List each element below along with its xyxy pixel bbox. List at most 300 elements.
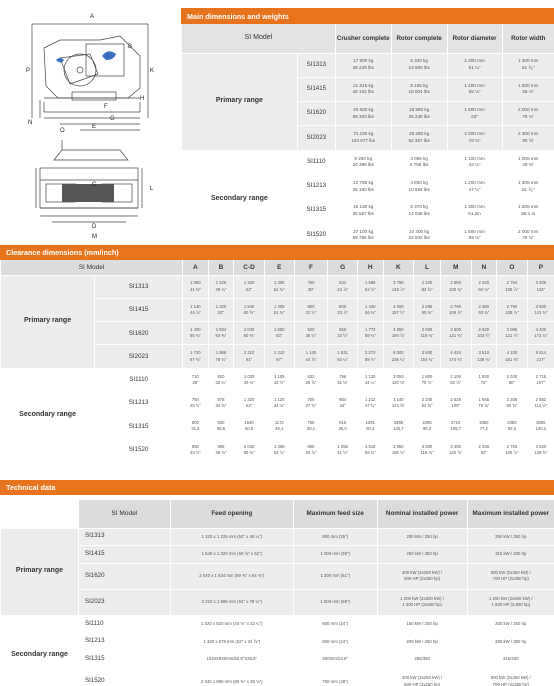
value-cell	[440, 275, 471, 298]
value-line: 90,3	[422, 426, 432, 432]
value-line: 6 370 kg	[410, 204, 428, 210]
value-cell	[502, 150, 554, 174]
value-line: 2 630	[478, 326, 490, 332]
value-line: 194 ⅞"	[391, 333, 405, 339]
value-line: 106,7	[450, 426, 461, 432]
value-cell	[497, 391, 528, 414]
value-cell	[440, 391, 471, 414]
model-cell: SI1213	[297, 174, 335, 198]
value-line: 141 ¾"	[449, 333, 463, 339]
technical-data-table	[0, 500, 554, 686]
value-line: 878	[217, 396, 225, 402]
value-line: 74 230 kg	[353, 131, 374, 137]
value-cell	[183, 438, 209, 461]
value-line: 850	[191, 443, 199, 449]
technical-header-cell: Nominal installed power	[377, 500, 467, 528]
value-line: 1 986	[215, 350, 227, 356]
value-line: 1 200 mm	[464, 179, 485, 185]
value-line: 35 236 lbs	[408, 113, 430, 119]
value-line: 60,6	[245, 426, 254, 432]
value-line: 200 kW / 250 hp	[495, 621, 527, 627]
value-line: 1 368	[274, 443, 285, 449]
main-dimensions-table	[181, 24, 554, 247]
value-cell	[391, 53, 447, 77]
value-line: 90 ⅝"	[522, 138, 535, 144]
value-cell	[471, 391, 497, 414]
value-line: 1 400	[190, 326, 201, 332]
value-line: 40 500 kg	[353, 107, 374, 113]
max-power-cell	[467, 528, 554, 546]
value-line: 139 ⅜"	[534, 449, 548, 455]
clearance-header-cell: P	[527, 260, 554, 275]
value-line: 800	[307, 303, 315, 309]
value-line: 141 ¾"	[534, 309, 548, 315]
value-line: 2295	[422, 420, 432, 426]
value-cell	[447, 102, 502, 126]
value-cell	[391, 199, 447, 223]
value-line: 4 000	[393, 303, 404, 309]
value-line: 30"	[307, 286, 315, 292]
value-line: 113 ½"	[534, 403, 548, 409]
value-line: 3 053	[393, 373, 404, 379]
value-line: 1 100 mm	[464, 155, 485, 161]
clearance-header-cell: A	[183, 260, 209, 275]
value-cell	[502, 53, 554, 77]
max-feed-size-cell: 700 mm (28")	[293, 668, 377, 686]
max-feed-size-cell: 1 300 mm (51")	[293, 563, 377, 589]
value-cell	[447, 126, 502, 150]
value-line: 9 250 kg	[354, 155, 373, 161]
model-cell: SI2023	[78, 589, 170, 615]
table-row	[1, 275, 554, 298]
value-line: 28"	[192, 379, 199, 385]
value-cell	[328, 368, 358, 391]
value-line: 36 ¼"	[305, 333, 317, 339]
value-line: 3 000	[421, 326, 433, 332]
value-line: 25 ⅞"	[305, 379, 317, 385]
value-line: 1 300 mm	[518, 179, 539, 185]
model-cell: SI1313	[297, 53, 335, 77]
model-cell: SI1313	[78, 528, 170, 546]
value-line: 2 340	[478, 280, 490, 286]
value-line: 3 510	[478, 350, 490, 356]
value-cell	[527, 415, 554, 438]
value-line: 3 780	[393, 280, 404, 286]
value-line: 155 ½"	[391, 449, 405, 455]
table-row	[1, 546, 554, 564]
value-line: 78 ¼"	[215, 356, 227, 362]
value-line: 250 kW / 350 hp	[495, 533, 527, 539]
value-cell	[264, 391, 294, 414]
value-line: 2 210	[274, 350, 285, 356]
value-cell	[527, 438, 554, 461]
value-line: 1 120	[274, 396, 285, 402]
value-cell	[294, 438, 328, 461]
value-cell	[383, 438, 414, 461]
value-line: 1 631	[337, 350, 348, 356]
value-line: 33 ½"	[189, 449, 201, 455]
value-line: 39 ⅛"	[215, 449, 227, 455]
table-row	[1, 668, 554, 686]
value-line: 710	[191, 373, 199, 379]
value-cell	[328, 391, 358, 414]
range-label: Secondary range	[182, 150, 298, 247]
clearance-header-cell: L	[414, 260, 441, 275]
clearance-header-cell: C-D	[234, 260, 265, 275]
value-line: 1 500 mm	[518, 82, 539, 88]
clearance-header-cell: N	[471, 260, 497, 275]
value-line: 48 102 lbs	[352, 89, 374, 95]
value-line: 4 424	[450, 350, 461, 356]
value-line: 160 kW / 200 hp	[406, 621, 438, 627]
value-line: 59 756 lbs	[352, 235, 374, 241]
value-line: 2 273	[365, 350, 376, 356]
value-cell	[497, 368, 528, 391]
max-power-cell	[467, 633, 554, 651]
main-header-row	[182, 24, 554, 53]
value-cell	[234, 415, 265, 438]
value-cell	[447, 150, 502, 174]
value-line: 108 ⅞"	[505, 449, 519, 455]
header-rotor-diameter: Rotor diameter	[447, 24, 502, 53]
value-line: 78 ¾"	[522, 113, 535, 119]
value-line: 62 ½"	[364, 286, 376, 292]
value-line: 33 ½"	[337, 333, 349, 339]
value-cell	[183, 298, 209, 321]
model-cell: SI1415	[95, 298, 183, 321]
value-cell	[234, 275, 265, 298]
value-line: 154 ¾"	[420, 356, 434, 362]
value-cell	[183, 275, 209, 298]
main-dimensions-title: Main dimensions and weights	[181, 8, 554, 24]
value-line: 1 020	[243, 373, 255, 379]
value-cell	[294, 298, 328, 321]
label-l: L	[150, 186, 154, 192]
nominal-power-cell	[377, 668, 467, 686]
value-line: 250 kW / 350 hp	[406, 551, 438, 557]
value-line: 173 ¼"	[534, 333, 548, 339]
value-line: 92"	[480, 449, 487, 455]
nominal-power-cell	[377, 563, 467, 589]
value-line: 31 ⅛"	[337, 379, 349, 385]
value-line: 93 ¾"	[478, 309, 490, 315]
label-m: M	[92, 234, 97, 240]
value-line: 36,6	[216, 426, 226, 432]
value-line: 2 882	[535, 396, 547, 402]
feed-opening-cell: 2 040 x 995 mm (80 ⅜" x 39 ⅛")	[170, 668, 293, 686]
value-cell	[414, 275, 441, 298]
value-line: 1 212	[365, 396, 376, 402]
value-line: 44 ⅞"	[189, 309, 201, 315]
value-line: 35 567 lbs	[352, 210, 374, 216]
value-line: 69 ¾"	[364, 333, 376, 339]
value-cell	[447, 199, 502, 223]
value-cell	[208, 345, 234, 368]
value-line: 39 249 lbs	[352, 65, 374, 71]
value-line: 1 225	[215, 280, 227, 286]
value-cell	[357, 345, 383, 368]
value-line: 148 ⅞"	[391, 286, 405, 292]
nominal-power-cell	[377, 615, 467, 633]
value-line: 133 ⅞"	[449, 449, 463, 455]
value-cell	[447, 174, 502, 198]
value-line: 89 ½"	[364, 356, 376, 362]
value-cell	[335, 77, 391, 101]
value-line: 80"	[508, 379, 515, 385]
value-line: 2 560	[450, 280, 461, 286]
technical-header-cell: Feed opening	[170, 500, 293, 528]
value-cell	[383, 298, 414, 321]
label-p: P	[26, 68, 31, 74]
value-line: 700 HP (2x350 hp)	[492, 681, 529, 686]
value-line: 3055	[536, 420, 546, 426]
value-line: 50,4	[366, 426, 375, 432]
value-line: 31 ½"	[305, 309, 317, 315]
value-cell	[234, 368, 265, 391]
model-cell: SI1315	[78, 651, 170, 669]
feed-opening-cell: 1 320 x 878 mm (52" x 34 ⅝")	[170, 633, 293, 651]
value-line: 1 140	[305, 350, 317, 356]
value-line: 51 ¼"	[468, 65, 481, 71]
value-line: 2 790	[506, 303, 518, 309]
value-line: 200 kW / 250 hp	[406, 533, 438, 539]
value-cell	[208, 275, 234, 298]
value-cell	[183, 368, 209, 391]
value-line: 3395	[393, 420, 404, 426]
value-cell	[414, 415, 441, 438]
value-line: 60 ⅝"	[243, 309, 255, 315]
model-cell: SI1315	[95, 415, 183, 438]
value-line: 1 400 mm	[464, 82, 485, 88]
value-line: 1281	[365, 420, 375, 426]
value-line: 995	[217, 443, 225, 449]
value-line: 315/430	[503, 656, 519, 662]
value-cell	[414, 438, 441, 461]
value-cell	[471, 415, 497, 438]
clearance-header-cell: H	[357, 260, 383, 275]
value-line: 3 400	[450, 443, 461, 449]
range-label: Primary range	[1, 528, 79, 615]
value-cell	[234, 438, 265, 461]
value-cell	[264, 322, 294, 345]
value-cell	[335, 174, 391, 198]
value-cell	[234, 322, 265, 345]
header-si-model: SI Model	[182, 24, 336, 53]
value-line: 133,7	[393, 426, 404, 432]
value-line: 2 336	[478, 443, 490, 449]
value-line: 14 046 lbs	[408, 210, 430, 216]
value-line: 1 772	[365, 326, 376, 332]
value-line: 1960	[479, 420, 489, 426]
value-cell	[357, 368, 383, 391]
value-cell	[335, 102, 391, 126]
technical-header-cell	[1, 500, 79, 528]
value-line: 163 677 lbs	[351, 138, 376, 144]
value-line: 2 790	[450, 303, 461, 309]
value-line: 80 ⅜"	[243, 333, 255, 339]
value-line: 70 ⅞"	[421, 379, 433, 385]
value-line: 44 ⅛"	[273, 403, 285, 409]
value-cell	[264, 275, 294, 298]
value-line: 90 ⅜"	[421, 309, 433, 315]
value-line: 92 ⅛"	[478, 286, 490, 292]
value-line: 6 340 kg	[410, 58, 428, 64]
model-cell: SI1520	[297, 223, 335, 247]
value-line: 3 600	[450, 326, 461, 332]
feed-opening-cell: 1 020 x 820 mm (40 ⅛" x 32 ¼")	[170, 615, 293, 633]
value-line: 2 763	[506, 443, 518, 449]
value-line: 3 000	[421, 443, 433, 449]
value-line: 80 ⅜"	[243, 449, 255, 455]
value-line: 1 055	[337, 443, 348, 449]
label-o: O	[60, 128, 65, 134]
header-rotor-complete: Rotor complete	[391, 24, 447, 53]
value-cell	[502, 102, 554, 126]
value-line: 2 000 mm	[464, 131, 485, 137]
value-line: 59 ⅛"	[468, 235, 481, 241]
table-row	[182, 53, 554, 77]
value-line: 1 000 mm	[518, 155, 539, 161]
value-line: 2 100	[421, 396, 433, 402]
value-line: 34 ⅝"	[215, 403, 227, 409]
value-line: 1 500 mm	[464, 228, 485, 234]
value-cell	[328, 298, 358, 321]
value-cell	[294, 368, 328, 391]
value-line: 2 040	[243, 326, 255, 332]
value-cell	[357, 298, 383, 321]
value-line: 109 ⅞"	[449, 309, 463, 315]
crusher-drawings	[0, 0, 180, 243]
value-line: 59 ⅛"	[522, 89, 535, 95]
feed-opening-cell: 1 540 x 1 320 mm (60 ⅝" x 52")	[170, 546, 293, 564]
value-line: 120 ⅛"	[391, 379, 405, 385]
nominal-power-cell	[377, 528, 467, 546]
value-cell	[502, 199, 554, 223]
value-cell	[497, 438, 528, 461]
value-cell	[391, 102, 447, 126]
label-g: G	[110, 116, 115, 122]
max-power-cell	[467, 668, 554, 686]
value-line: 400 kW (2x250 kW) /	[402, 570, 443, 576]
value-cell	[264, 368, 294, 391]
value-line: 52"	[246, 286, 253, 292]
value-cell	[527, 298, 554, 321]
clearance-header-cell: SI Model	[1, 260, 183, 275]
value-line: 40 ⅛"	[243, 379, 255, 385]
value-line: 765	[307, 420, 315, 426]
nominal-power-cell	[377, 589, 467, 615]
table-row	[1, 368, 554, 391]
label-d: D	[92, 224, 97, 230]
value-line: 1 586	[365, 280, 376, 286]
value-cell	[471, 275, 497, 298]
value-line: 2 106	[450, 373, 461, 379]
max-feed-size-cell: 600 mm (24")	[293, 615, 377, 633]
value-cell	[208, 322, 234, 345]
crusher-side-view-drawing	[0, 0, 180, 243]
value-cell	[391, 174, 447, 198]
value-cell	[414, 391, 441, 414]
value-line: 82 ⅝"	[421, 403, 433, 409]
value-cell	[440, 298, 471, 321]
clearance-header-cell: F	[294, 260, 328, 275]
value-line: 3 600	[535, 303, 547, 309]
value-line: 820	[217, 373, 225, 379]
value-line: 1 600 HP (2,800 hp)	[491, 602, 531, 608]
value-line: 3 085	[506, 326, 518, 332]
value-cell	[208, 391, 234, 414]
table-row	[182, 150, 554, 174]
value-line: 605	[339, 303, 347, 309]
value-cell	[447, 53, 502, 77]
value-line: 51 ⅜"	[273, 286, 285, 292]
value-line: 1 305	[274, 280, 285, 286]
max-feed-size-cell: 600 mm (24")	[293, 633, 377, 651]
value-cell	[264, 415, 294, 438]
value-line: 36,0	[338, 426, 347, 432]
value-line: 1 540	[243, 303, 255, 309]
main-section	[0, 0, 554, 243]
value-line: 108 ⅞"	[505, 286, 519, 292]
max-power-cell	[467, 615, 554, 633]
clearance-dimensions-title: Clearance dimensions (mm/inch)	[0, 245, 554, 260]
value-cell	[391, 150, 447, 174]
value-cell	[234, 298, 265, 321]
value-line: 82 ⅞"	[450, 379, 462, 385]
value-line: 72"	[480, 379, 487, 385]
value-line: 64 ⅜"	[215, 333, 227, 339]
value-cell	[502, 223, 554, 247]
value-cell	[471, 345, 497, 368]
value-line: 24 ⅞"	[337, 286, 349, 292]
value-line: 64 ¼"	[337, 356, 349, 362]
value-line: 217"	[536, 356, 546, 362]
model-cell: SI1213	[95, 391, 183, 414]
model-cell: SI1520	[95, 438, 183, 461]
value-cell	[447, 223, 502, 247]
value-cell	[335, 53, 391, 77]
value-line: 920	[307, 326, 315, 332]
max-power-cell	[467, 546, 554, 564]
model-cell: SI2023	[297, 126, 335, 150]
value-cell	[440, 368, 471, 391]
feed-opening-cell: 2 310 x 1 986 mm (91" x 78 ¼")	[170, 589, 293, 615]
value-line: 2 529	[450, 396, 461, 402]
value-line: 62 357 lbs	[408, 138, 430, 144]
nominal-power-cell	[377, 651, 467, 669]
value-line: 1172	[274, 420, 284, 426]
value-line: 10 400 kg	[409, 228, 430, 234]
value-cell	[471, 322, 497, 345]
value-cell	[357, 391, 383, 414]
technical-header-cell: Maximum feed size	[293, 500, 377, 528]
value-cell	[335, 223, 391, 247]
value-cell	[383, 345, 414, 368]
model-cell: SI2023	[95, 345, 183, 368]
value-cell	[328, 438, 358, 461]
value-line: 3 930	[421, 350, 433, 356]
value-line: 1 600 mm	[464, 107, 485, 113]
value-cell	[357, 438, 383, 461]
value-cell	[471, 298, 497, 321]
value-cell	[335, 126, 391, 150]
table-row	[1, 563, 554, 589]
value-line: 28 280 kg	[409, 131, 430, 137]
value-line: 51 ⅟₈"	[522, 186, 535, 192]
value-line: 1 300 mm	[464, 58, 485, 64]
value-line: 250/350	[414, 656, 430, 662]
range-label: Secondary range	[1, 368, 95, 461]
